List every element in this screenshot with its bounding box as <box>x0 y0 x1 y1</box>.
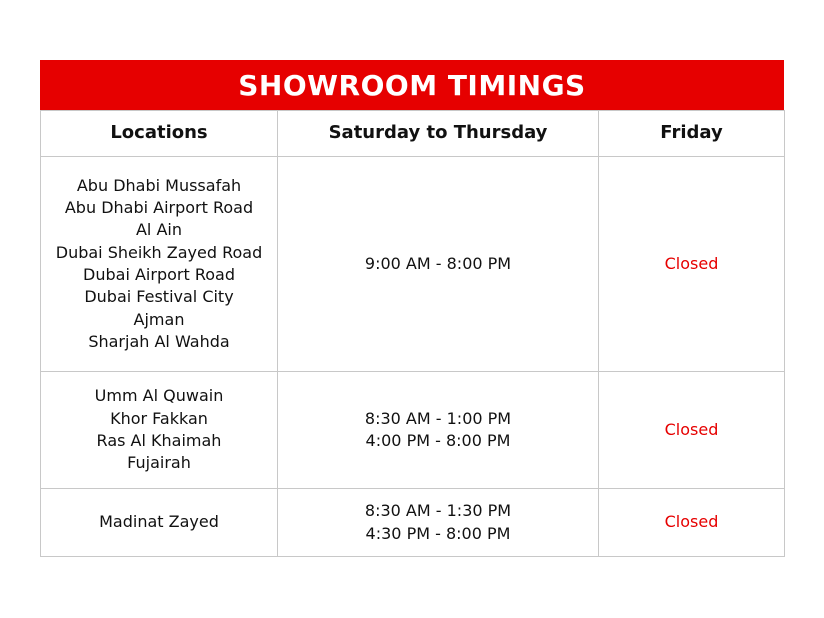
table-row <box>41 157 785 372</box>
table-row <box>41 372 785 489</box>
location-name: Umm Al Quwain <box>94 386 224 406</box>
location-name: Sharjah Al Wahda <box>88 331 230 351</box>
sat-thu-hours-cell <box>278 372 599 489</box>
sat-thu-hours-cell <box>278 157 599 372</box>
page-title: SHOWROOM TIMINGS <box>40 60 784 110</box>
location-name: Ras Al Khaimah <box>96 431 222 450</box>
locations-cell <box>41 157 278 372</box>
location-name: Abu Dhabi Airport Road <box>64 198 254 218</box>
sat-thu-hours-cell <box>278 489 599 557</box>
friday-hours-cell <box>599 489 785 557</box>
location-name: Dubai Airport Road <box>83 265 235 284</box>
location-name: Al Ain <box>135 220 182 240</box>
location-name: Dubai Festival City <box>84 287 234 307</box>
location-name: Ajman <box>133 309 185 329</box>
hours-range: 9:00 AM - 8:00 PM <box>364 253 512 273</box>
closed-status: Closed <box>664 512 719 532</box>
header-saturday-to-thursday: Saturday to Thursday <box>278 111 599 157</box>
hours-range: 8:30 AM - 1:00 PM <box>364 408 512 428</box>
header-locations: Locations <box>41 111 278 157</box>
location-name: Madinat Zayed <box>99 512 219 532</box>
showroom-timings-card <box>40 60 784 557</box>
table-row <box>41 489 785 557</box>
location-name: Abu Dhabi Mussafah <box>76 175 242 195</box>
locations-cell <box>41 489 278 557</box>
timings-table <box>40 110 785 557</box>
hours-range: 4:00 PM - 8:00 PM <box>365 431 511 450</box>
hours-range: 8:30 AM - 1:30 PM <box>364 501 512 521</box>
header-friday: Friday <box>599 111 785 157</box>
hours-range: 4:30 PM - 8:00 PM <box>365 523 511 543</box>
friday-hours-cell <box>599 157 785 372</box>
location-name: Khor Fakkan <box>110 408 208 428</box>
location-name: Fujairah <box>127 453 191 473</box>
locations-cell <box>41 372 278 489</box>
location-name: Dubai Sheikh Zayed Road <box>55 242 263 262</box>
closed-status: Closed <box>664 253 719 273</box>
table-header-row <box>41 111 785 157</box>
friday-hours-cell <box>599 372 785 489</box>
closed-status: Closed <box>664 419 719 439</box>
